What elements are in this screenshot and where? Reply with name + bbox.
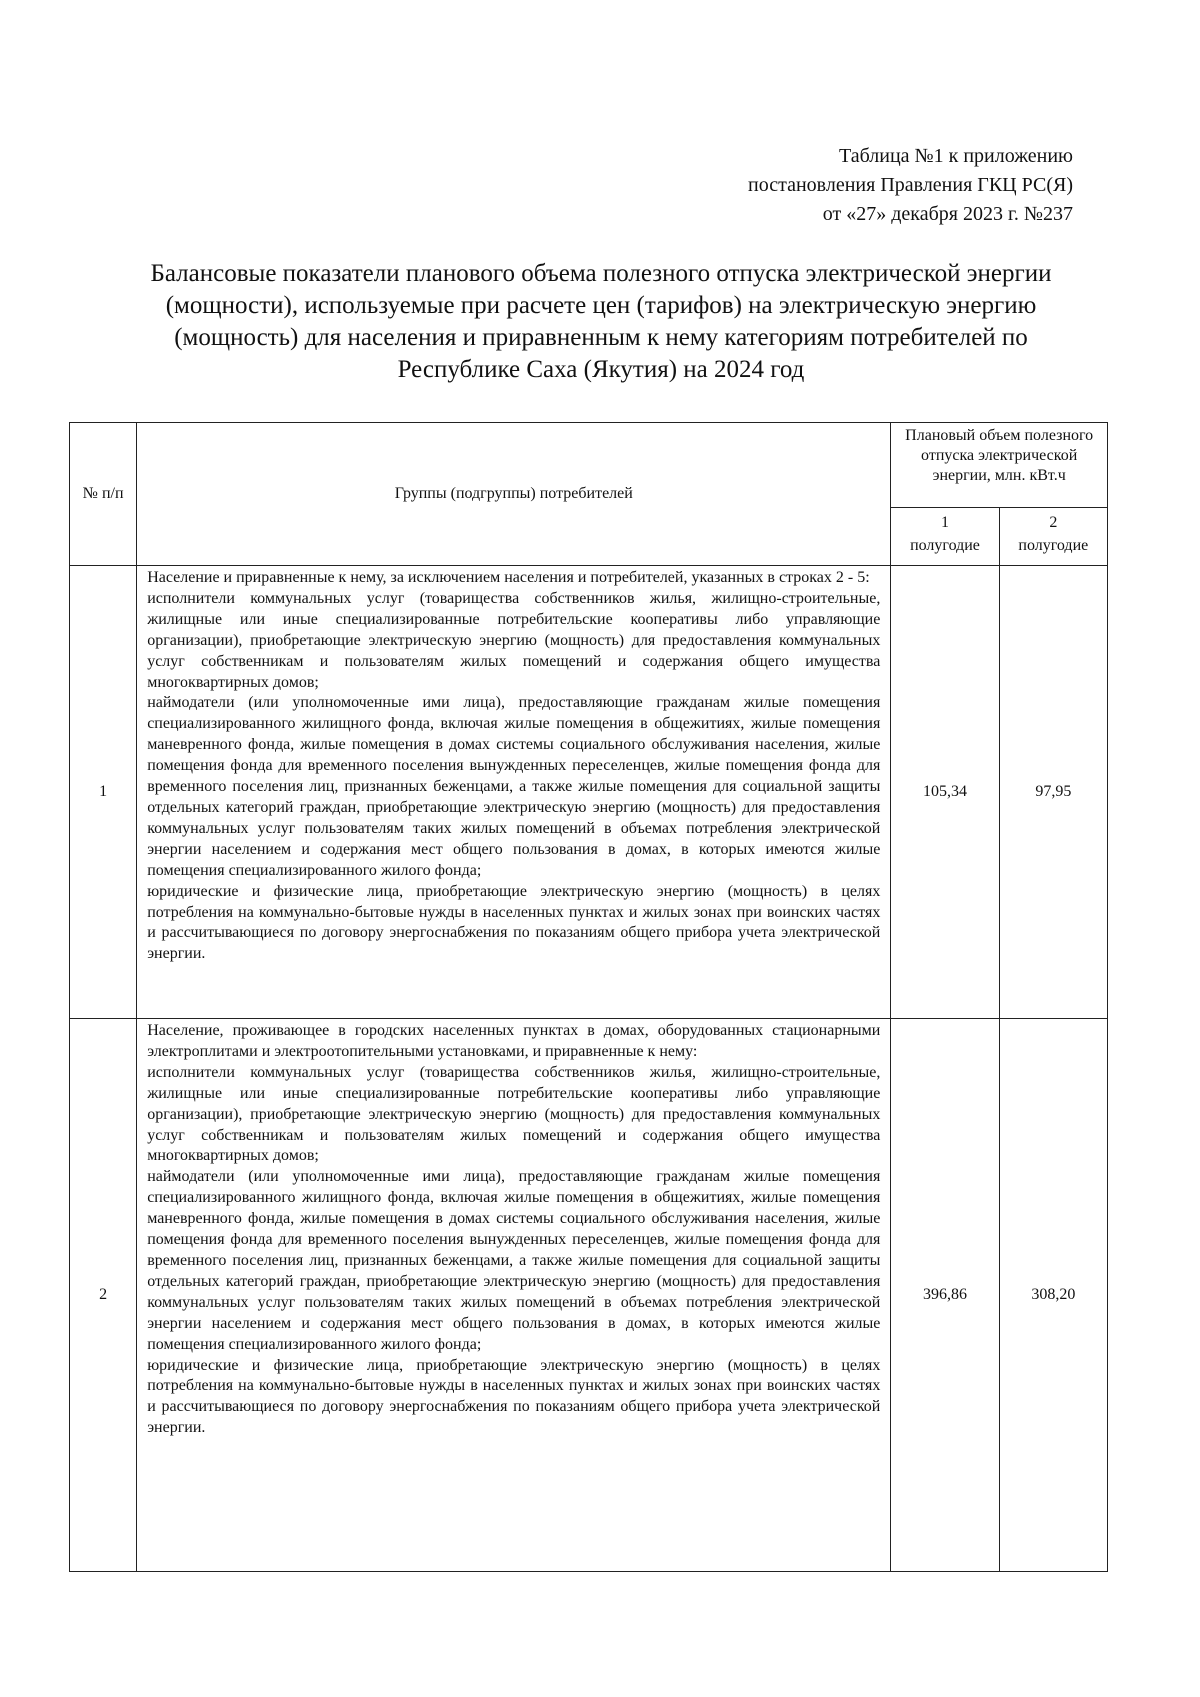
row-paragraph: наймодатели (или уполномоченные ими лица), предоставляющие гражданам жилые помещения специализированного жилищного фонда, включая жилые помещения в общежитиях, жилые помещения маневренного фонда, жилые помещения в домах системы социального обслуживания населения, жилые помещения фонда для временного поселения вынужденных переселенцев, жилые помещения фонда для временного поселения лиц, признанных беженцами, а также жилые помещения для социальной защиты отдельных категорий граждан, приобретающие электрическую энергию (мощность) для предоставления коммунальных услуг пользователям таких жилых помещений в объемах потребления электрической энергии населением и содержания мест общего пользования в домах, в которых имеются жилые помещения специализированного жилого фонда; <box>147 694 881 879</box>
row-description <box>137 1019 891 1572</box>
row-paragraph: Население и приравненные к нему, за исключением населения и потребителей, указанных в строках 2 - 5: <box>147 569 870 586</box>
row-paragraph: исполнители коммунальных услуг (товарищества собственников жилья, жилищно-строительные, жилищные или иные специализированные потребительские кооперативы либо управляющие организации), приобретающие электрическую энергию (мощность) для предоставления коммунальных услуг собственникам и пользователям жилых помещений и содержания общего имущества многоквартирных домов; <box>147 1063 881 1165</box>
table-row <box>70 1019 1108 1572</box>
row-paragraph: наймодатели (или уполномоченные ими лица), предоставляющие гражданам жилые помещения специализированного жилищного фонда, включая жилые помещения в общежитиях, жилые помещения маневренного фонда, жилые помещения в домах системы социального обслуживания населения, жилые помещения фонда для временного поселения вынужденных переселенцев, жилые помещения фонда для временного поселения лиц, признанных беженцами, а также жилые помещения для социальной защиты отдельных категорий граждан, приобретающие электрическую энергию (мощность) для предоставления коммунальных услуг пользователям таких жилых помещений в объемах потребления электрической энергии населением и содержания мест общего пользования в домах, в которых имеются жилые помещения специализированного жилого фонда; <box>147 1168 881 1353</box>
header-half-2 <box>999 508 1107 566</box>
attachment-line-3: от «27» декабря 2023 г. №237 <box>822 203 1073 225</box>
attachment-note <box>473 142 1073 229</box>
header-half-1-label: полугодие <box>910 537 980 554</box>
header-half-2-label: полугодие <box>1018 537 1089 554</box>
row-description <box>137 566 891 1019</box>
balance-table <box>69 422 1108 1572</box>
attachment-line-2: постановления Правления ГКЦ РС(Я) <box>748 174 1073 196</box>
document-title: Балансовые показатели планового объема полезного отпуска электрической энергии (мощности), используемые при расчете цен (тарифов) на электрическую энергию (мощность) для населения и приравненным к нему категориям потребителей по Республике Саха (Якутия) на 2024 год <box>150 260 1052 383</box>
header-half-1 <box>891 508 999 566</box>
row-half-1-value: 396,86 <box>891 1019 999 1572</box>
row-paragraph: Население, проживающее в городских населенных пунктах в домах, оборудованных стационарными электроплитами и электроотопительными установками, и приравненные к нему: <box>147 1022 881 1060</box>
table-row <box>70 566 1108 1019</box>
attachment-line-1: Таблица №1 к приложению <box>838 145 1073 167</box>
row-number: 1 <box>70 566 137 1019</box>
header-half-1-number: 1 <box>940 514 949 531</box>
row-paragraph: исполнители коммунальных услуг (товарищества собственников жилья, жилищно-строительные, жилищные или иные специализированные потребительские кооперативы либо управляющие организации), приобретающие электрическую энергию (мощность) для предоставления коммунальных услуг собственникам и пользователям жилых помещений и содержания общего имущества многоквартирных домов; <box>147 589 881 691</box>
row-number: 2 <box>70 1019 137 1572</box>
row-paragraph: юридические и физические лица, приобретающие электрическую энергию (мощность) в целях потребления на коммунально-бытовые нужды в населенных пунктах и жилых зонах при воинских частях и рассчитывающиеся по договору энергоснабжения по показаниям общего прибора учета электрической энергии. <box>147 1356 881 1437</box>
header-half-2-number: 2 <box>1049 514 1058 531</box>
header-number: № п/п <box>70 423 137 566</box>
header-volume: Плановый объем полезного отпуска электрической энергии, млн. кВт.ч <box>891 423 1108 508</box>
row-half-1-value: 105,34 <box>891 566 999 1019</box>
row-paragraph: юридические и физические лица, приобретающие электрическую энергию (мощность) в целях потребления на коммунально-бытовые нужды в населенных пунктах и жилых зонах при воинских частях и рассчитывающиеся по договору энергоснабжения по показаниям общего прибора учета электрической энергии. <box>147 882 881 963</box>
header-groups: Группы (подгруппы) потребителей <box>137 423 891 566</box>
row-half-2-value: 308,20 <box>999 1019 1107 1572</box>
row-half-2-value: 97,95 <box>999 566 1107 1019</box>
